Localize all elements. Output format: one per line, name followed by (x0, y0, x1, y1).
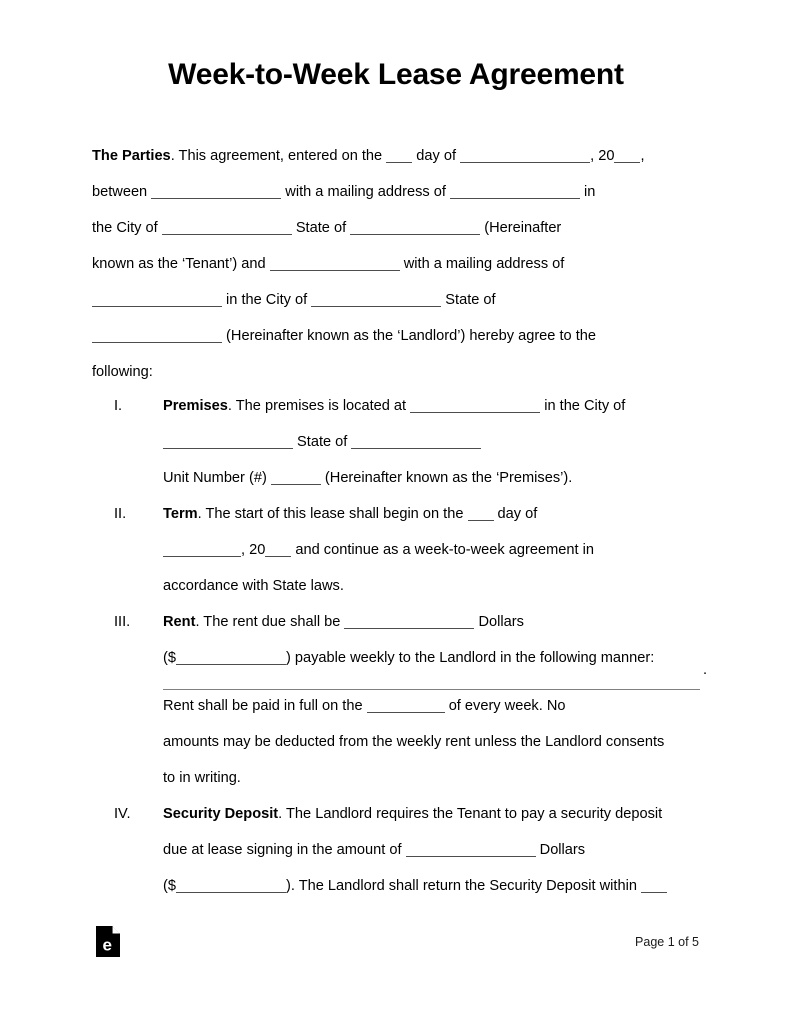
section-text: . The Landlord requires the Tenant to pay a security deposit (278, 806, 663, 822)
parties-line3-a: the City of (92, 220, 162, 236)
section-text: ($ (163, 650, 176, 666)
section-line (163, 604, 700, 640)
parties-line2-a: between (92, 184, 152, 200)
section-text: (Hereinafter known as the ‘Premises’). (320, 470, 573, 486)
section-line (163, 688, 700, 724)
page-title: Week-to-Week Lease Agreement (168, 58, 624, 91)
parties-line4-b: with a mailing address of (399, 256, 565, 272)
section-numeral: IV. (114, 806, 131, 822)
parties-line5-b: State of (441, 292, 496, 308)
parties-line-6 (92, 318, 700, 354)
section-line (163, 496, 700, 532)
section-line (163, 460, 700, 496)
section-line (163, 568, 700, 604)
section-text: , 20 (241, 542, 266, 558)
section-line (163, 796, 700, 832)
blank-rent-amount[interactable] (176, 651, 286, 665)
parties-line1-b: day of (412, 148, 461, 164)
parties-line1-d: , (640, 148, 645, 164)
section-heading: Security Deposit (163, 806, 279, 822)
blank-premises-state[interactable] (351, 435, 481, 449)
section-text: . The start of this lease shall begin on the (197, 506, 468, 522)
parties-line4-a: known as the ‘Tenant’) and (92, 256, 270, 272)
blank-deposit-amount[interactable] (176, 879, 286, 893)
blank-term-year[interactable] (265, 543, 291, 557)
parties-line-2 (92, 174, 700, 210)
section-text: day of (493, 506, 538, 522)
section-text: Rent shall be paid in full on the (163, 698, 367, 714)
section-premises (92, 388, 700, 496)
section-text: ) payable weekly to the Landlord in the following manner: (285, 650, 655, 666)
section-list (92, 388, 707, 904)
section-text: amounts may be deducted from the weekly rent unless the Landlord consents (163, 734, 665, 750)
section-heading: Rent (163, 614, 196, 630)
section-text: in the City of (540, 398, 626, 414)
blank-premises-address[interactable] (410, 399, 540, 413)
section-line (163, 868, 700, 904)
parties-line1-a: . This agreement, entered on the (170, 148, 387, 164)
section-line (163, 760, 700, 796)
section-text: to in writing. (163, 770, 241, 786)
section-line-full-blank (163, 662, 707, 690)
section-text: Dollars (474, 614, 524, 630)
parties-line2-c: in (579, 184, 596, 200)
parties-line-1 (92, 138, 700, 174)
svg-text:e: e (102, 935, 112, 955)
blank-tenant-city[interactable] (162, 221, 292, 235)
blank-tenant-name[interactable] (151, 185, 281, 199)
section-text: ($ (163, 878, 176, 894)
section-numeral: III. (114, 614, 131, 630)
blank-landlord-address[interactable] (92, 293, 222, 307)
section-numeral: II. (114, 506, 127, 522)
blank-payment-manner[interactable] (163, 676, 700, 690)
parties-line7: following: (92, 364, 153, 380)
section-heading: Term (163, 506, 198, 522)
section-heading: Premises (163, 398, 228, 414)
section-text: . The premises is located at (227, 398, 411, 414)
blank-rent-words[interactable] (344, 615, 474, 629)
parties-line3-b: State of (291, 220, 351, 236)
parties-line5-a: in the City of (222, 292, 312, 308)
section-line (163, 832, 700, 868)
parties-line-5 (92, 282, 700, 318)
section-term (92, 496, 700, 604)
section-text: due at lease signing in the amount of (163, 842, 406, 858)
blank-return-days[interactable] (641, 879, 667, 893)
parties-line-4 (92, 246, 700, 282)
page-footer (92, 926, 699, 968)
blank-day[interactable] (386, 149, 412, 163)
parties-paragraph (92, 138, 700, 390)
blank-landlord-city[interactable] (311, 293, 441, 307)
parties-line3-c: (Hereinafter (480, 220, 562, 236)
page-number: Page 1 of 5 (635, 935, 699, 949)
section-text: and continue as a week-to-week agreement in (291, 542, 594, 558)
blank-tenant-address[interactable] (450, 185, 580, 199)
section-text: . The rent due shall be (195, 614, 345, 630)
blank-month[interactable] (460, 149, 590, 163)
section-text: Unit Number (#) (163, 470, 271, 486)
section-security-deposit (92, 796, 700, 904)
blank-unit-number[interactable] (271, 471, 321, 485)
section-text: of every week. No (444, 698, 566, 714)
blank-term-month[interactable] (163, 543, 241, 557)
section-text: Dollars (535, 842, 586, 858)
section-text: accordance with State laws. (163, 578, 344, 594)
section-numeral: I. (114, 398, 123, 414)
section-text: . (702, 662, 707, 678)
parties-line-3 (92, 210, 700, 246)
blank-term-day[interactable] (468, 507, 494, 521)
section-line (163, 388, 700, 424)
blank-premises-city[interactable] (163, 435, 293, 449)
section-rent (92, 604, 707, 796)
section-line (163, 724, 700, 760)
blank-tenant-state[interactable] (350, 221, 480, 235)
blank-landlord-name[interactable] (270, 257, 400, 271)
section-text: State of (293, 434, 352, 450)
parties-heading: The Parties (92, 148, 171, 164)
section-text: ). The Landlord shall return the Security Deposit within (285, 878, 642, 894)
eforms-document-icon (96, 926, 120, 957)
blank-year[interactable] (614, 149, 640, 163)
blank-landlord-state[interactable] (92, 329, 222, 343)
parties-line-7 (92, 354, 700, 390)
section-line (163, 424, 700, 460)
parties-line2-b: with a mailing address of (281, 184, 450, 200)
parties-line1-c: , 20 (590, 148, 615, 164)
section-line (163, 640, 700, 676)
section-line (163, 532, 700, 568)
blank-deposit-words[interactable] (406, 843, 536, 857)
blank-rent-due-day[interactable] (367, 699, 445, 713)
parties-line6-a: (Hereinafter known as the ‘Landlord’) hereby agree to the (222, 328, 596, 344)
